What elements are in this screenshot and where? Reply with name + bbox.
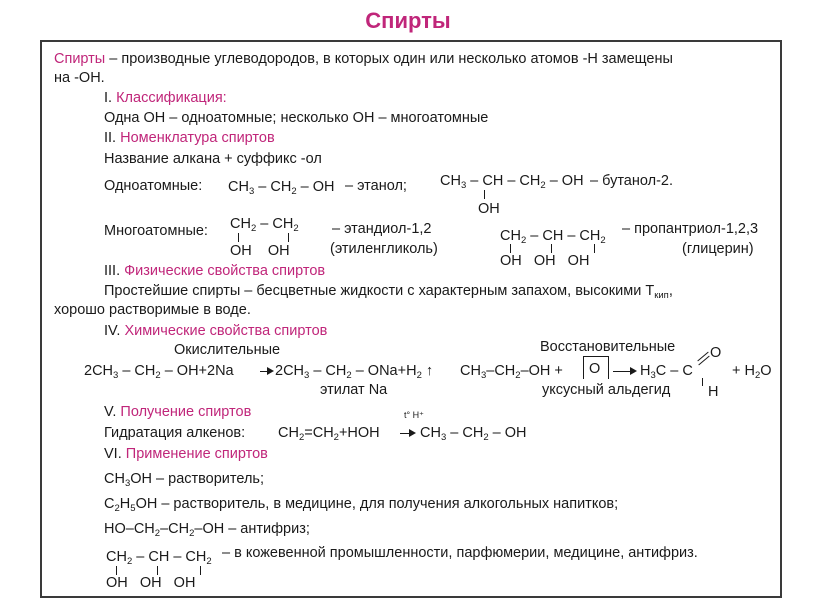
reaction-oxidation: $CH_3-CH_2-OH$ + [460, 363, 563, 381]
hydration-condition: t° H⁺ [404, 410, 424, 420]
use-methanol: $CH_3OH$ – растворитель; [104, 471, 265, 489]
glycerol-common-name: (глицерин) [682, 241, 754, 257]
use-ethylene-glycol: $HO-CH_2-CH_2-OH$ – антифриз; [104, 521, 310, 539]
aldehyde-oxygen: O [710, 345, 722, 361]
page-title: Спирты [365, 8, 451, 33]
section-3-text-2: хорошо растворимые в воде. [54, 302, 251, 318]
use-glycerol-text: – в кожевенной промышленности, парфюмерии, медицине, антифриз. [222, 545, 698, 561]
ethanediol-formula: $CH_2 - CH_2$ [230, 216, 299, 234]
butanol-formula: $CH_3$ – CH – $CH_2$ – OH [440, 173, 584, 191]
water-product: + $H_2O$ [732, 363, 772, 381]
section-3-text-1: Простейшие спирты – бесцветные жидкости с характерным запахом, высокими $Т_{кип}$, [104, 283, 673, 301]
section-6-heading: VI. Применение спиртов [104, 446, 268, 462]
acetaldehyde-formula: $H_3C$ – C [640, 363, 693, 381]
mono-label: Одноатомные: [104, 178, 203, 194]
butanol-oh: OH [478, 201, 500, 217]
section-4-heading: IV. Химические свойства спиртов [104, 323, 328, 339]
section-1-text: Одна ОН – одноатомные; несколько ОН – многоатомные [104, 110, 489, 126]
hydration-label: Гидратация алкенов: [104, 425, 246, 441]
ethanol-formula: $CH_3 - CH_2$ – OH [228, 179, 335, 197]
aldehyde-label: уксусный альдегид [542, 382, 671, 398]
reducing-label: Восстановительные [540, 339, 676, 355]
definition-line-1 [54, 50, 673, 68]
ethanediol-name: – этандиол-1,2 [332, 221, 432, 237]
section-3-heading: III. Физические свойства спиртов [104, 263, 326, 279]
section-1-heading: I. Классификация: [104, 90, 227, 106]
definition-term: Спирты [54, 51, 106, 67]
glycerol-formula: $CH_2$ – CH – $CH_2$ [500, 228, 606, 246]
content-frame [40, 40, 782, 598]
use-glycerol-oh: OH OH OH [106, 575, 196, 591]
use-ethanol: $C_2H_5OH$ – растворитель, в медицине, для получения алкогольных напитков; [104, 496, 619, 514]
reaction-sodium-product: $2CH_3 - CH_2 - ONa+H_2$ ↑ [275, 363, 434, 381]
oxygen-symbol: O [589, 361, 601, 377]
butanol-name: – бутанол-2. [590, 173, 674, 189]
glycerol-name: – пропантриол-1,2,3 [622, 221, 759, 237]
ethanediol-common-name: (этиленгликоль) [330, 241, 438, 257]
section-2-heading: II. Номенклатура спиртов [104, 130, 275, 146]
glycerol-oh: OH OH OH [500, 253, 590, 269]
reaction-sodium: $2CH_3 - CH_2 - OH+2Na$ [84, 363, 234, 381]
section-2-text: Название алкана + суффикс -ол [104, 151, 322, 167]
use-glycerol-formula: $CH_2$ – CH – $CH_2$ [106, 549, 212, 567]
aldehyde-hydrogen: H [708, 384, 719, 400]
ethylate-label: этилат Na [320, 382, 388, 398]
ethanediol-oh: OH OH [230, 243, 290, 259]
section-5-heading: V. Получение спиртов [104, 404, 252, 420]
poly-label: Многоатомные: [104, 223, 208, 239]
hydration-reaction: $CH_2=CH_2+HOH$ [278, 425, 380, 443]
oxidizing-label: Окислительные [174, 342, 281, 358]
definition-line-2: на -ОН. [54, 70, 105, 86]
definition-text: – производные углеводородов, в которых один или несколько атомов -Н замещены [105, 51, 673, 67]
hydration-product: $CH_3 - CH_2$ – OH [420, 425, 527, 443]
ethanol-name: – этанол; [345, 178, 407, 194]
